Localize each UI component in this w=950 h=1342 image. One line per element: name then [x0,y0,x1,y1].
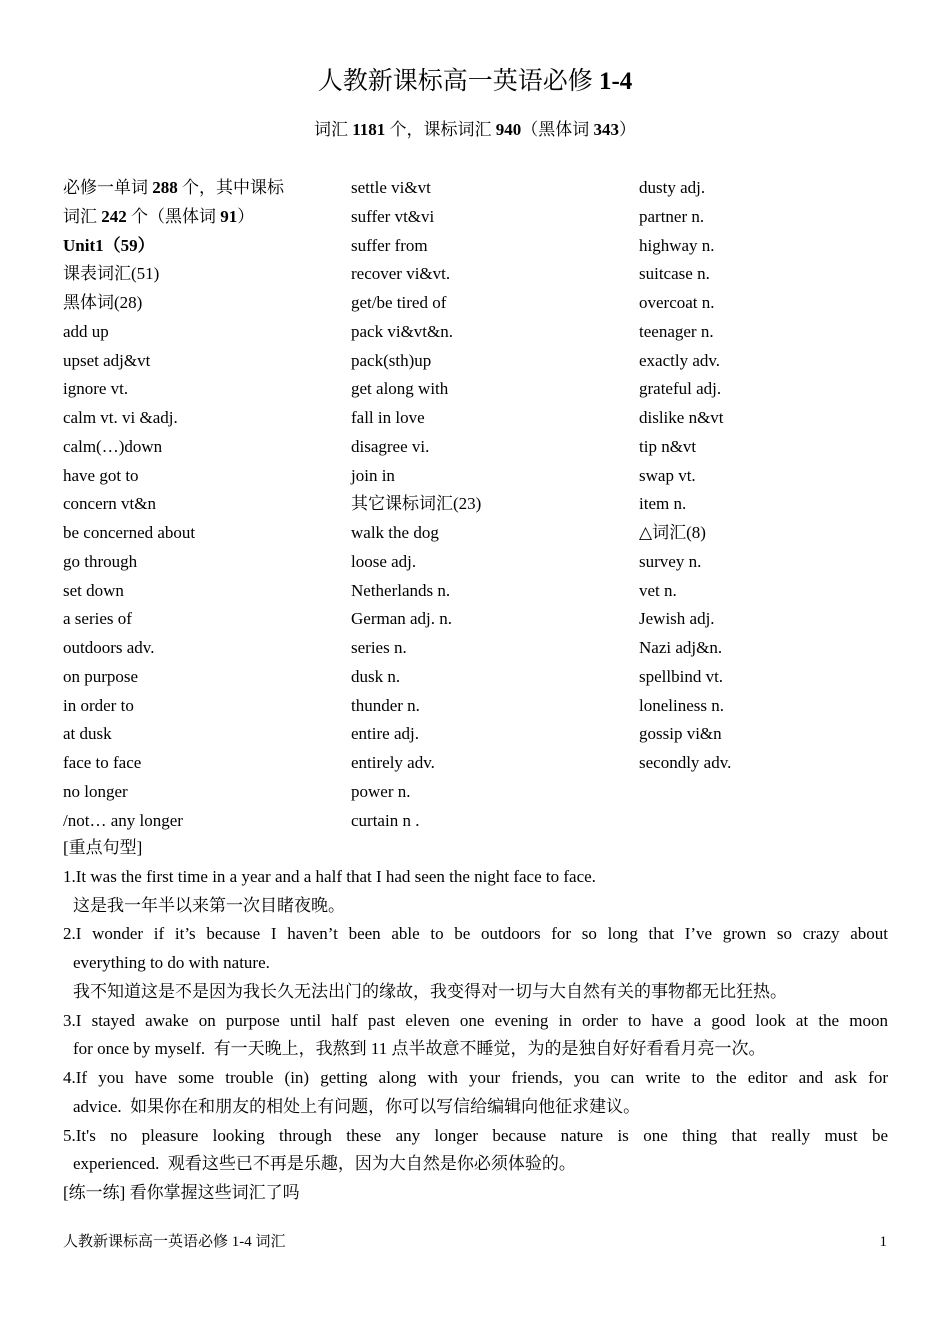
vocab-item: partner n. [639,206,705,226]
vocab-column-1 [63,174,333,835]
vocab-item: vet n. [639,580,677,600]
vocab-item: at dusk [63,724,112,744]
vocab-item: get/be tired of [351,293,447,312]
vocab-item: a series of [63,609,132,629]
vocab-item: grateful adj. [639,379,722,399]
vocab-item: recover vi&vt. [351,264,451,284]
vocab-item: entire adj. [351,724,419,744]
vocab-item: upset adj&vt [63,350,151,370]
vocab-item: thunder n. [351,695,420,715]
intro-line-1: 必修一单词 288 个，其中课标 [63,178,284,197]
footer-text: 人教新课标高一英语必修 1-4 词汇 [63,1234,286,1250]
vocab-item: join in [351,465,395,485]
vocab-column-3 [639,174,899,778]
vocab-item: curtain n . [351,810,420,830]
vocab-item: disagree vi. [351,436,430,456]
vocab-column-2 [351,174,611,835]
vocab-item: Jewish adj. [639,609,715,629]
vocab-item: in order to [63,695,134,715]
vocab-item: pack vi&vt&n. [351,321,453,341]
vocab-item: dislike n&vt [639,408,724,427]
sentence-4-en-line-1: 4.If you have some trouble (in) getting along with your friends, you can write to the editor and ask for [63,1068,888,1087]
vocab-item: suffer from [351,235,428,255]
vocab-item: loneliness n. [639,695,724,715]
vocab-item: 课表词汇(51) [63,264,160,284]
vocab-item: suitcase n. [639,264,710,284]
vocab-item: fall in love [351,408,425,427]
vocab-item: survey n. [639,551,702,571]
page-title: 人教新课标高一英语必修 1-4 [317,68,633,95]
vocab-item: concern vt&n [63,494,156,514]
vocab-item: highway n. [639,235,715,255]
vocab-item: calm(…)down [63,436,163,456]
key-sentences-section [63,834,888,1208]
sentence-2-en-line-1: 2.I wonder if it’s because I haven’t been able to be outdoors for so long that I’ve grown so crazy about [63,924,888,944]
sentence-3-en-line-1: 3.I stayed awake on purpose until half past eleven one evening in order to have a good look at the moon [63,1010,888,1030]
vocab-item: settle vi&vt [351,178,431,197]
vocab-item: loose adj. [351,551,417,571]
vocab-item: outdoors adv. [63,638,155,657]
vocab-item: tip n&vt [639,436,697,456]
vocab-item: Nazi adj&n. [639,638,723,657]
vocab-item: 黑体词(28) [63,293,143,312]
sentence-2-en-line-2: everything to do with nature. [73,953,270,972]
vocab-item: swap vt. [639,465,696,485]
vocab-item: add up [63,321,109,341]
vocab-item: exactly adv. [639,350,721,370]
unit-heading: Unit1（59） [63,235,155,255]
vocab-item: German adj. n. [351,609,453,629]
vocab-item: go through [63,551,138,571]
vocab-item: on purpose [63,666,139,686]
sentence-1-en: 1.It was the first time in a year and a half that I had seen the night face to face. [63,866,596,886]
vocab-item: secondly adv. [639,753,732,772]
vocab-item: overcoat n. [639,293,715,312]
sentence-4-line-2: advice. 如果你在和朋友的相处上有问题，你可以写信给编辑向他征求建议。 [73,1096,641,1116]
vocab-item: Netherlands n. [351,580,451,600]
sentence-5-line-2: experienced. 观看这些已不再是乐趣，因为大自然是你必须体验的。 [73,1154,576,1174]
vocab-item: △词汇(8) [639,523,706,542]
section-heading: [重点句型] [63,838,143,857]
vocab-item: power n. [351,781,411,801]
vocab-item: entirely adv. [351,753,435,772]
vocab-item: ignore vt. [63,379,129,399]
vocab-item: spellbind vt. [639,666,724,686]
page-subtitle: 词汇 1181 个，课标词汇 940（黑体词 343） [313,120,637,139]
vocab-item: pack(sth)up [351,350,432,370]
sentence-1-cn: 这是我一年半以来第一次目睹夜晚。 [73,895,345,915]
vocab-item: calm vt. vi &adj. [63,408,178,427]
vocab-item: dusk n. [351,666,401,686]
vocab-item: be concerned about [63,523,196,542]
vocab-item: walk the dog [351,523,439,542]
vocab-item: gossip vi&n [639,724,722,744]
sentence-5-en-line-1: 5.It's no pleasure looking through these any longer because nature is one thing that really must be [63,1125,888,1145]
intro-line-2: 词汇 242 个（黑体词 91） [63,206,255,226]
sentence-2-cn: 我不知道这是不是因为我长久无法出门的缘故，我变得对一切与大自然有关的事物都无比狂热。 [73,981,787,1001]
vocab-item: 其它课标词汇(23) [351,494,482,514]
vocab-item: suffer vt&vi [351,206,435,226]
vocab-item: set down [63,580,124,600]
vocab-item: have got to [63,465,139,485]
sentence-3-line-2: for once by myself. 有一天晚上，我熬到 11 点半故意不睡觉，为的是独自好好看看月亮一次。 [73,1039,766,1059]
page-number: 1 [879,1234,887,1250]
vocab-item: dusty adj. [639,178,706,197]
vocab-item: series n. [351,638,407,657]
vocab-item: no longer [63,781,128,801]
vocab-item: face to face [63,753,142,772]
vocab-item: teenager n. [639,321,714,341]
practice-heading: [练一练] 看你掌握这些词汇了吗 [63,1183,300,1202]
vocab-item: /not… any longer [63,810,183,830]
vocab-item: get along with [351,379,449,399]
vocab-item: item n. [639,494,687,514]
